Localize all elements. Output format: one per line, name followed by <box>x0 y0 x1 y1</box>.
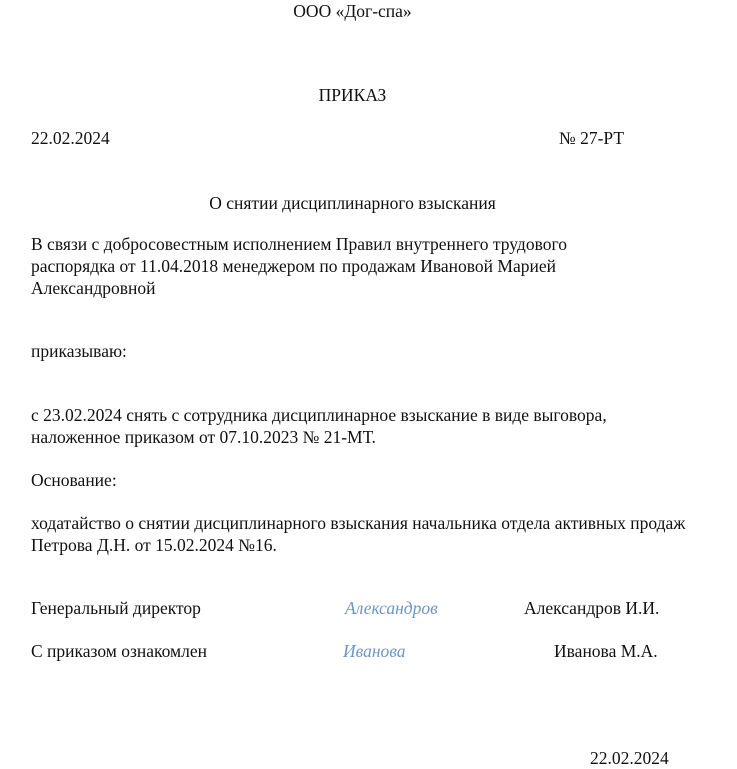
signature-role: Генеральный директор <box>31 598 201 618</box>
signature-role: С приказом ознакомлен <box>31 641 207 661</box>
basis-paragraph: ходатайство о снятии дисциплинарного взыскания начальника отдела активных продаж Петрова Д.Н. от 15.02.2024 №16. <box>31 513 686 555</box>
handwritten-signature: Иванова <box>343 641 406 661</box>
company-name: ООО «Дог-спа» <box>293 1 412 21</box>
document-title: ПРИКАЗ <box>318 85 387 105</box>
preamble-paragraph: В связи с добросовестным исполнением Правил внутреннего трудового распорядка от 11.04.2018 менеджером по продажам Ивановой Марией Александровной <box>31 234 567 298</box>
basis-label: Основание: <box>31 470 117 490</box>
order-text-paragraph: с 23.02.2024 снять с сотрудника дисциплинарное взыскание в виде выговора, наложенное приказом от 07.10.2023 № 21-МТ. <box>31 405 607 447</box>
signatory-name: Иванова М.А. <box>554 641 658 661</box>
order-date: 22.02.2024 <box>31 128 110 148</box>
signatory-name: Александров И.И. <box>524 598 660 618</box>
order-word: приказываю: <box>31 341 127 361</box>
order-number: № 27-РТ <box>559 128 625 148</box>
footer-date: 22.02.2024 <box>590 748 669 768</box>
order-subject: О снятии дисциплинарного взыскания <box>209 193 496 213</box>
handwritten-signature: Александров <box>345 598 438 618</box>
